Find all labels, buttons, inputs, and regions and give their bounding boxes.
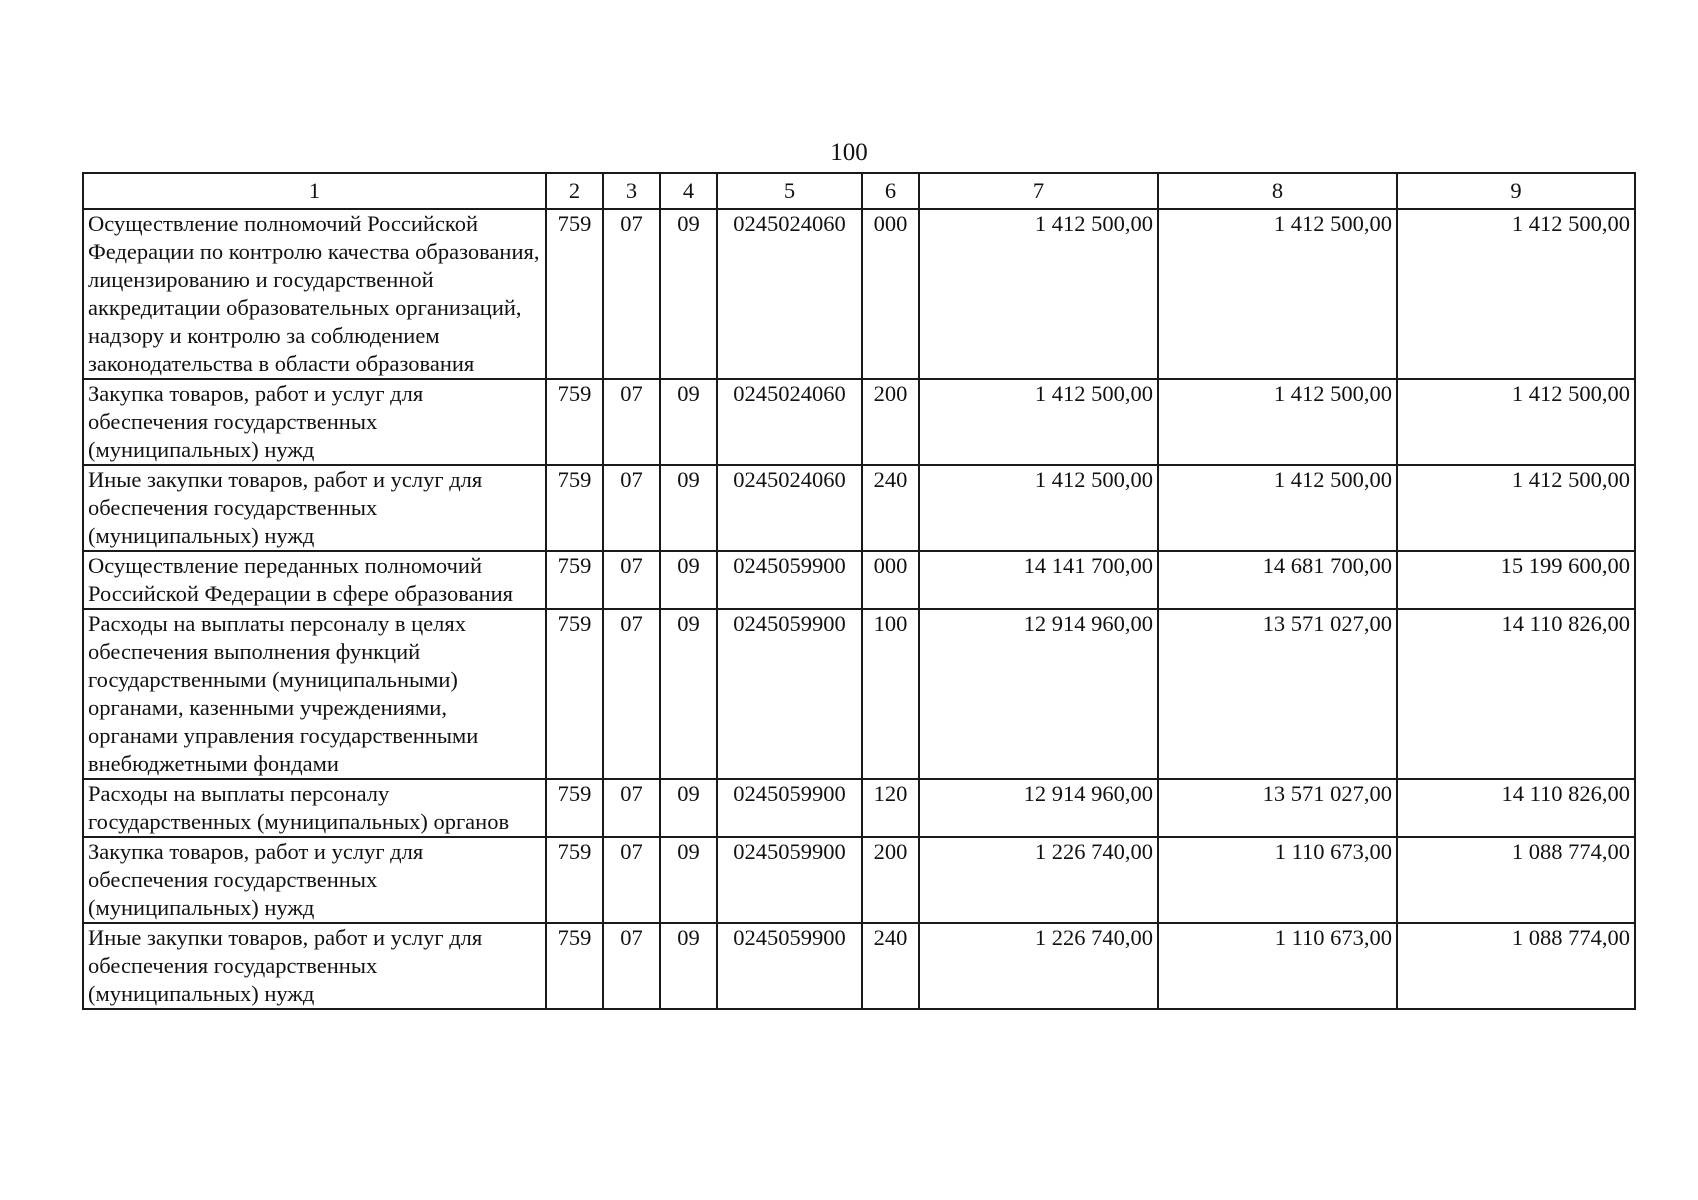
row-amount-9: 1 088 774,00 <box>1397 837 1635 923</box>
row-amount-9: 1 412 500,00 <box>1397 209 1635 379</box>
row-code-5: 0245059900 <box>717 779 862 837</box>
row-name: Иные закупки товаров, работ и услуг для обеспечения государственных (муниципальных) нужд <box>83 465 546 551</box>
row-code-6: 000 <box>862 551 919 609</box>
row-code-2: 759 <box>546 465 603 551</box>
row-code-2: 759 <box>546 209 603 379</box>
row-amount-7: 12 914 960,00 <box>919 779 1158 837</box>
header-col-1: 1 <box>83 173 546 209</box>
row-code-5: 0245024060 <box>717 465 862 551</box>
row-code-5: 0245024060 <box>717 209 862 379</box>
row-name: Осуществление переданных полномочий Российской Федерации в сфере образования <box>83 551 546 609</box>
page-number: 100 <box>830 139 868 166</box>
row-amount-9: 1 088 774,00 <box>1397 923 1635 1009</box>
row-code-3: 07 <box>603 379 660 465</box>
table-row <box>83 551 1635 609</box>
row-code-3: 07 <box>603 465 660 551</box>
row-code-2: 759 <box>546 379 603 465</box>
header-col-5: 5 <box>717 173 862 209</box>
row-code-6: 200 <box>862 837 919 923</box>
row-name: Иные закупки товаров, работ и услуг для обеспечения государственных (муниципальных) нужд <box>83 923 546 1009</box>
table-row <box>83 837 1635 923</box>
row-amount-8: 1 412 500,00 <box>1158 465 1397 551</box>
row-name: Расходы на выплаты персоналу в целях обеспечения выполнения функций государственными (муниципальными) органами, казенными учреждениями, органами управления государственными внебюджетными фондами <box>83 609 546 779</box>
row-code-6: 000 <box>862 209 919 379</box>
row-amount-8: 14 681 700,00 <box>1158 551 1397 609</box>
row-code-3: 07 <box>603 923 660 1009</box>
row-amount-7: 1 412 500,00 <box>919 209 1158 379</box>
table-row <box>83 209 1635 379</box>
table-row <box>83 779 1635 837</box>
row-amount-9: 1 412 500,00 <box>1397 465 1635 551</box>
row-code-6: 240 <box>862 923 919 1009</box>
row-name: Осуществление полномочий Российской Федерации по контролю качества образования, лицензированию и государственной аккредитации образовательных организаций, надзору и контролю за соблюдением законодательства в области образования <box>83 209 546 379</box>
row-amount-8: 1 412 500,00 <box>1158 379 1397 465</box>
row-amount-7: 1 226 740,00 <box>919 923 1158 1009</box>
row-code-4: 09 <box>660 609 717 779</box>
table-row <box>83 379 1635 465</box>
header-col-2: 2 <box>546 173 603 209</box>
row-amount-7: 1 226 740,00 <box>919 837 1158 923</box>
row-amount-7: 14 141 700,00 <box>919 551 1158 609</box>
table-row <box>83 609 1635 779</box>
row-code-5: 0245059900 <box>717 551 862 609</box>
row-code-3: 07 <box>603 609 660 779</box>
table-row <box>83 465 1635 551</box>
row-amount-8: 1 110 673,00 <box>1158 837 1397 923</box>
row-code-6: 120 <box>862 779 919 837</box>
row-code-3: 07 <box>603 551 660 609</box>
table-row <box>83 923 1635 1009</box>
row-code-6: 240 <box>862 465 919 551</box>
row-code-2: 759 <box>546 837 603 923</box>
row-amount-8: 1 412 500,00 <box>1158 209 1397 379</box>
row-code-4: 09 <box>660 837 717 923</box>
header-col-6: 6 <box>862 173 919 209</box>
row-name: Закупка товаров, работ и услуг для обеспечения государственных (муниципальных) нужд <box>83 379 546 465</box>
row-code-4: 09 <box>660 779 717 837</box>
row-code-6: 100 <box>862 609 919 779</box>
row-code-3: 07 <box>603 209 660 379</box>
row-code-4: 09 <box>660 923 717 1009</box>
row-code-6: 200 <box>862 379 919 465</box>
header-col-7: 7 <box>919 173 1158 209</box>
row-code-5: 0245024060 <box>717 379 862 465</box>
row-amount-8: 13 571 027,00 <box>1158 609 1397 779</box>
row-code-4: 09 <box>660 551 717 609</box>
row-name: Закупка товаров, работ и услуг для обеспечения государственных (муниципальных) нужд <box>83 837 546 923</box>
row-amount-8: 13 571 027,00 <box>1158 779 1397 837</box>
header-col-8: 8 <box>1158 173 1397 209</box>
row-code-4: 09 <box>660 379 717 465</box>
row-name: Расходы на выплаты персоналу государственных (муниципальных) органов <box>83 779 546 837</box>
row-amount-9: 14 110 826,00 <box>1397 609 1635 779</box>
row-code-2: 759 <box>546 923 603 1009</box>
row-amount-9: 14 110 826,00 <box>1397 779 1635 837</box>
row-code-5: 0245059900 <box>717 609 862 779</box>
row-code-5: 0245059900 <box>717 837 862 923</box>
header-col-4: 4 <box>660 173 717 209</box>
row-code-2: 759 <box>546 609 603 779</box>
row-code-4: 09 <box>660 209 717 379</box>
row-code-3: 07 <box>603 837 660 923</box>
row-amount-9: 15 199 600,00 <box>1397 551 1635 609</box>
row-amount-8: 1 110 673,00 <box>1158 923 1397 1009</box>
header-col-3: 3 <box>603 173 660 209</box>
row-amount-7: 1 412 500,00 <box>919 379 1158 465</box>
budget-table <box>82 172 1636 1010</box>
row-code-2: 759 <box>546 779 603 837</box>
row-code-5: 0245059900 <box>717 923 862 1009</box>
header-col-9: 9 <box>1397 173 1635 209</box>
row-code-3: 07 <box>603 779 660 837</box>
header-row <box>83 173 1635 209</box>
row-amount-7: 1 412 500,00 <box>919 465 1158 551</box>
row-code-4: 09 <box>660 465 717 551</box>
row-amount-7: 12 914 960,00 <box>919 609 1158 779</box>
row-code-2: 759 <box>546 551 603 609</box>
row-amount-9: 1 412 500,00 <box>1397 379 1635 465</box>
